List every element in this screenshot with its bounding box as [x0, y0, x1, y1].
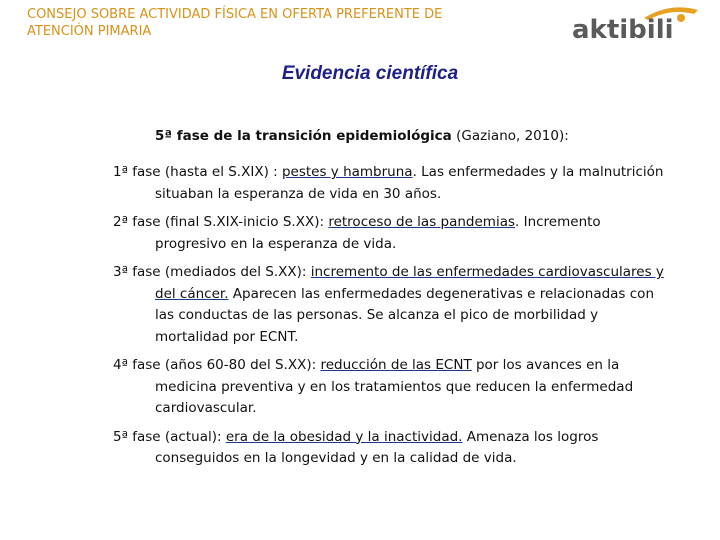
phase-list — [113, 162, 673, 477]
subtitle-citation: (Gaziano, 2010): — [451, 128, 569, 144]
phase-lead: 2ª fase (final S.XIX-inicio S.XX): — [113, 214, 329, 230]
phase-highlight: era de la obesidad y la inactividad. — [225, 428, 463, 445]
subtitle-bold: 5ª fase de la transición epidemiológica — [155, 128, 452, 144]
phase-rest: Amenaza los logros conseguidos en la longevidad y en la calidad de vida. — [155, 428, 599, 466]
list-item — [113, 427, 673, 470]
phase-rest: . Incremento progresivo en la esperanza de vida. — [155, 214, 601, 252]
phase-lead: 4ª fase (años 60-80 del S.XX): — [113, 357, 321, 373]
phase-rest: por los avances en la medicina preventiva y en los tratamientos que reducen la enfermedad cardiovascular. — [155, 357, 634, 416]
phase-rest: . Las enfermedades y la malnutrición situaban la esperanza de vida en 30 años. — [155, 164, 664, 202]
logo-wordmark: aktibili — [572, 15, 674, 45]
header-title — [27, 6, 527, 40]
phase-highlight: retroceso de las pandemias — [328, 214, 516, 230]
phase-lead: 5ª fase (actual): — [113, 428, 226, 445]
phase-highlight: pestes y hambruna — [281, 164, 413, 180]
list-item — [113, 212, 673, 255]
list-item — [113, 162, 673, 205]
list-item — [113, 262, 673, 348]
phase-highlight: reducción de las ECNT — [320, 357, 472, 373]
phase-highlight: incremento de las enfermedades cardiovasculares y del cáncer. — [155, 264, 664, 302]
logo-figure-head-icon — [677, 14, 685, 22]
header-title-line-1: CONSEJO SOBRE ACTIVIDAD FÍSICA EN OFERTA PREFERENTE DE — [27, 7, 443, 22]
slide-subtitle — [155, 128, 715, 144]
phase-lead: 1ª fase (hasta el S.XIX) : — [113, 164, 282, 180]
aktibili-logo — [570, 4, 702, 46]
header-title-line-2: ATENCIÓN PIMARIA — [27, 24, 152, 39]
phase-lead: 3ª fase (mediados del S.XX): — [113, 264, 311, 280]
phase-rest: Aparecen las enfermedades degenerativas e relacionadas con las conductas de las personas. Se alcanza el pico de morbilidad y mortalidad por ECNT. — [155, 285, 654, 345]
aktibili-logo-graphic — [570, 4, 702, 46]
list-item — [113, 355, 673, 420]
slide-title: Evidencia científica — [281, 63, 459, 84]
